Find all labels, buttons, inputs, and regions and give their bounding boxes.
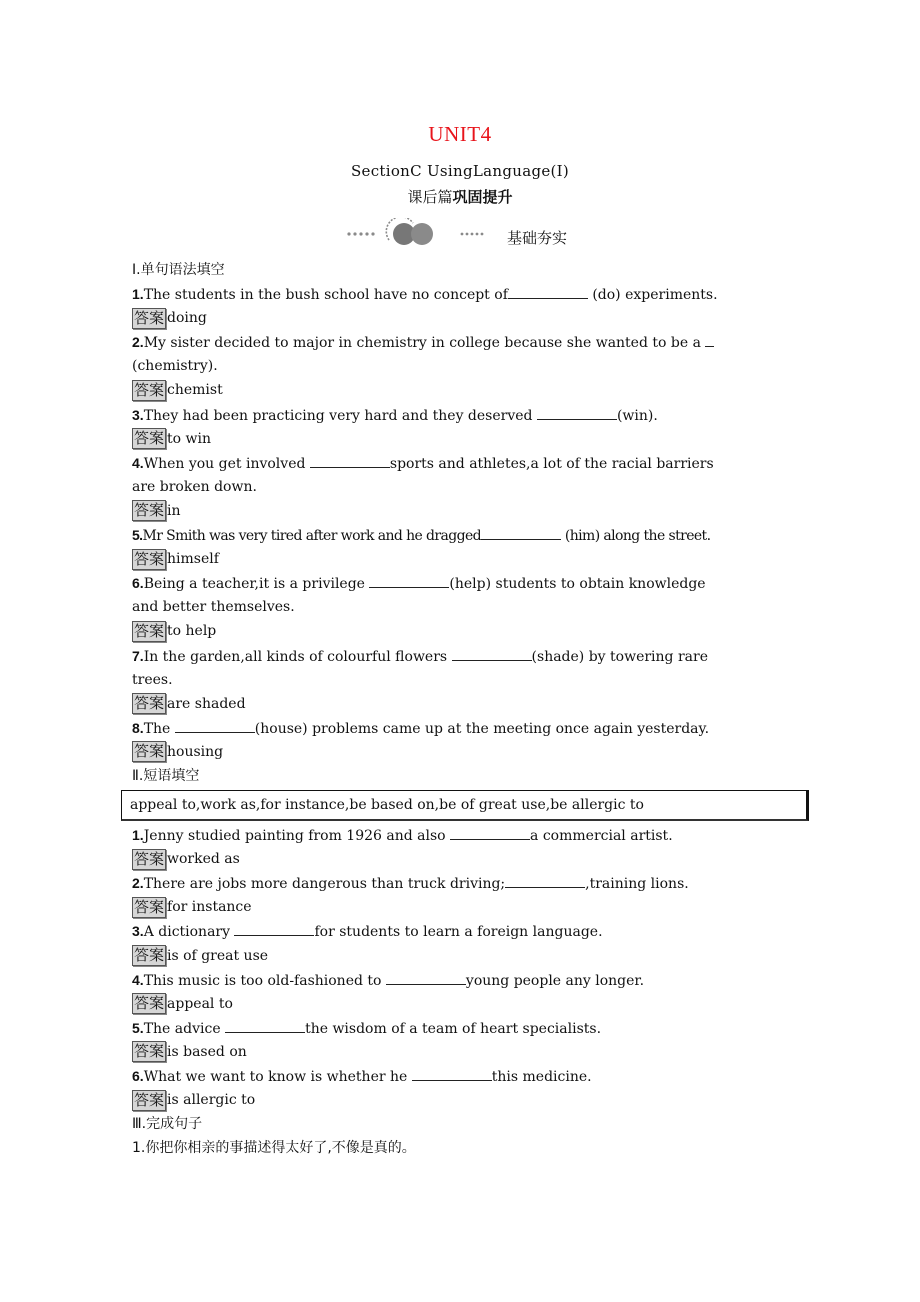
question-text: The xyxy=(143,720,175,737)
answer-blank[interactable] xyxy=(481,525,561,540)
question-item xyxy=(132,644,792,716)
answer-badge: 答案 xyxy=(134,621,165,640)
answer-badge: 答案 xyxy=(134,549,165,568)
part1-heading: Ⅰ.单句语法填空 xyxy=(132,262,225,278)
question-item xyxy=(132,451,792,523)
question-item xyxy=(132,1016,792,1064)
answer-badge: 答案 xyxy=(134,742,165,761)
question-text-continued: and better themselves. xyxy=(132,599,295,616)
question-number: 2. xyxy=(132,875,144,892)
question-text: The students in the bush school have no concept of xyxy=(143,287,508,304)
question-item xyxy=(132,716,792,764)
question-text: Being a teacher,it is a privilege xyxy=(143,576,370,593)
question-text: Mr Smith was very tired after work and he dragged xyxy=(142,528,482,545)
question-text: My sister decided to major in chemistry in college because she wanted to be a xyxy=(143,335,706,352)
part3-heading: Ⅲ.完成句子 xyxy=(132,1116,203,1133)
question-text: Jenny studied painting from 1926 and also xyxy=(143,828,451,845)
question-item xyxy=(132,523,792,571)
answer-text: is allergic to xyxy=(167,1092,256,1109)
question-number: 4. xyxy=(132,971,144,988)
question-number: 1. xyxy=(132,827,144,844)
question-text: When you get involved xyxy=(143,455,310,472)
page-subtitle xyxy=(0,186,920,207)
answer-text: to win xyxy=(167,430,211,447)
question-text: There are jobs more dangerous than truck driving; xyxy=(143,876,506,893)
question-number: 1. xyxy=(132,286,144,303)
answer-text: in xyxy=(167,502,181,519)
question-text: (help) students to obtain knowledge xyxy=(449,576,706,593)
answer-blank[interactable] xyxy=(537,405,617,420)
answer-text: is based on xyxy=(167,1043,247,1060)
answer-badge: 答案 xyxy=(134,849,165,868)
part2-heading: Ⅱ.短语填空 xyxy=(132,767,200,784)
question-number: 2. xyxy=(132,334,144,351)
answer-blank[interactable] xyxy=(452,646,532,661)
answer-badge: 答案 xyxy=(134,994,165,1013)
banner-label: 基础夯实 xyxy=(507,229,568,247)
answer-badge: 答案 xyxy=(134,308,165,327)
question-number: 6. xyxy=(132,575,144,592)
answer-badge: 答案 xyxy=(134,946,165,965)
subtitle-bold: 巩固提升 xyxy=(452,188,513,206)
question-text: (him) along the street. xyxy=(561,528,711,545)
answer-text: doing xyxy=(167,310,207,327)
subtitle-normal: 课后篇 xyxy=(407,188,453,206)
question-item xyxy=(132,871,792,919)
question-item xyxy=(132,919,792,967)
answer-text: is of great use xyxy=(167,947,269,964)
double-circle-icon xyxy=(345,218,505,248)
answer-badge: 答案 xyxy=(134,897,165,916)
question-text: ,training lions. xyxy=(585,876,689,893)
section-title: SectionC UsingLanguage(Ⅰ) xyxy=(350,162,570,180)
answer-text: worked as xyxy=(167,851,240,868)
answer-text: housing xyxy=(167,743,224,760)
answer-text: chemist xyxy=(167,382,223,399)
answer-blank[interactable] xyxy=(310,453,390,468)
question-item xyxy=(132,823,792,871)
question-text: They had been practicing very hard and they deserved xyxy=(143,407,537,424)
question-text: sports and athletes,a lot of the racial barriers xyxy=(389,455,714,472)
answer-badge: 答案 xyxy=(134,429,165,448)
question-text: this medicine. xyxy=(491,1069,592,1085)
answer-blank[interactable] xyxy=(505,873,585,888)
question-text: the wisdom of a team of heart specialists. xyxy=(305,1020,602,1037)
question-text-continued: trees. xyxy=(132,671,173,688)
answer-blank[interactable] xyxy=(386,970,466,985)
question-item xyxy=(132,330,792,402)
question-number: 5. xyxy=(132,1019,144,1036)
question-item xyxy=(132,571,792,643)
answer-blank[interactable] xyxy=(412,1066,492,1081)
answer-blank[interactable] xyxy=(508,284,588,299)
question-number: 3. xyxy=(132,923,144,940)
answer-blank[interactable] xyxy=(450,825,530,840)
question-text: (win). xyxy=(616,407,658,424)
answer-badge: 答案 xyxy=(134,1090,165,1109)
answer-badge: 答案 xyxy=(134,1042,165,1061)
question-item xyxy=(132,968,792,1016)
question-item xyxy=(132,403,792,451)
question-text: (do) experiments. xyxy=(587,287,718,304)
question-text: A dictionary xyxy=(143,924,235,941)
question-text: In the garden,all kinds of colourful flowers xyxy=(143,648,452,665)
answer-badge: 答案 xyxy=(134,694,165,713)
question-text: What we want to know is whether he xyxy=(143,1069,412,1085)
question-number: 7. xyxy=(132,647,144,664)
question-text-continued: (chemistry). xyxy=(132,358,218,375)
question-text: (shade) by towering rare xyxy=(531,648,708,665)
question-text: 你把你相亲的事描述得太好了,不像是真的。 xyxy=(145,1140,416,1157)
answer-text: to help xyxy=(167,623,217,640)
phrase-bank-box: appeal to,work as,for instance,be based on,be of great use,be allergic to xyxy=(121,790,809,821)
question-number: 6. xyxy=(132,1068,144,1084)
answer-blank[interactable] xyxy=(369,573,449,588)
question-text: (house) problems came up at the meeting once again yesterday. xyxy=(254,720,710,737)
question-text: This music is too old-fashioned to xyxy=(143,972,386,989)
question-text: for students to learn a foreign language. xyxy=(314,924,603,941)
answer-blank[interactable] xyxy=(705,332,714,347)
question-text: a commercial artist. xyxy=(530,828,673,845)
question-number: 8. xyxy=(132,719,144,736)
answer-blank[interactable] xyxy=(225,1018,305,1033)
answer-text: for instance xyxy=(167,899,252,916)
question-text-continued: are broken down. xyxy=(132,478,257,495)
answer-text: are shaded xyxy=(167,695,246,712)
unit-title: UNIT4 xyxy=(428,122,492,146)
question-text: The advice xyxy=(143,1020,226,1037)
question-item xyxy=(132,282,792,330)
question-text: young people any longer. xyxy=(465,972,645,989)
answer-badge: 答案 xyxy=(134,501,165,520)
answer-blank[interactable] xyxy=(234,921,314,936)
question-number: 3. xyxy=(132,406,144,423)
answer-text: appeal to xyxy=(167,995,233,1012)
answer-text: himself xyxy=(167,551,219,568)
answer-badge: 答案 xyxy=(134,381,165,400)
question-number: 1. xyxy=(132,1140,146,1157)
question-item xyxy=(132,1136,792,1160)
answer-blank[interactable] xyxy=(175,718,255,733)
question-item xyxy=(132,1064,792,1112)
question-number: 5. xyxy=(132,527,143,544)
worksheet-content xyxy=(132,258,792,1160)
section-banner xyxy=(345,218,585,248)
question-number: 4. xyxy=(132,454,144,471)
